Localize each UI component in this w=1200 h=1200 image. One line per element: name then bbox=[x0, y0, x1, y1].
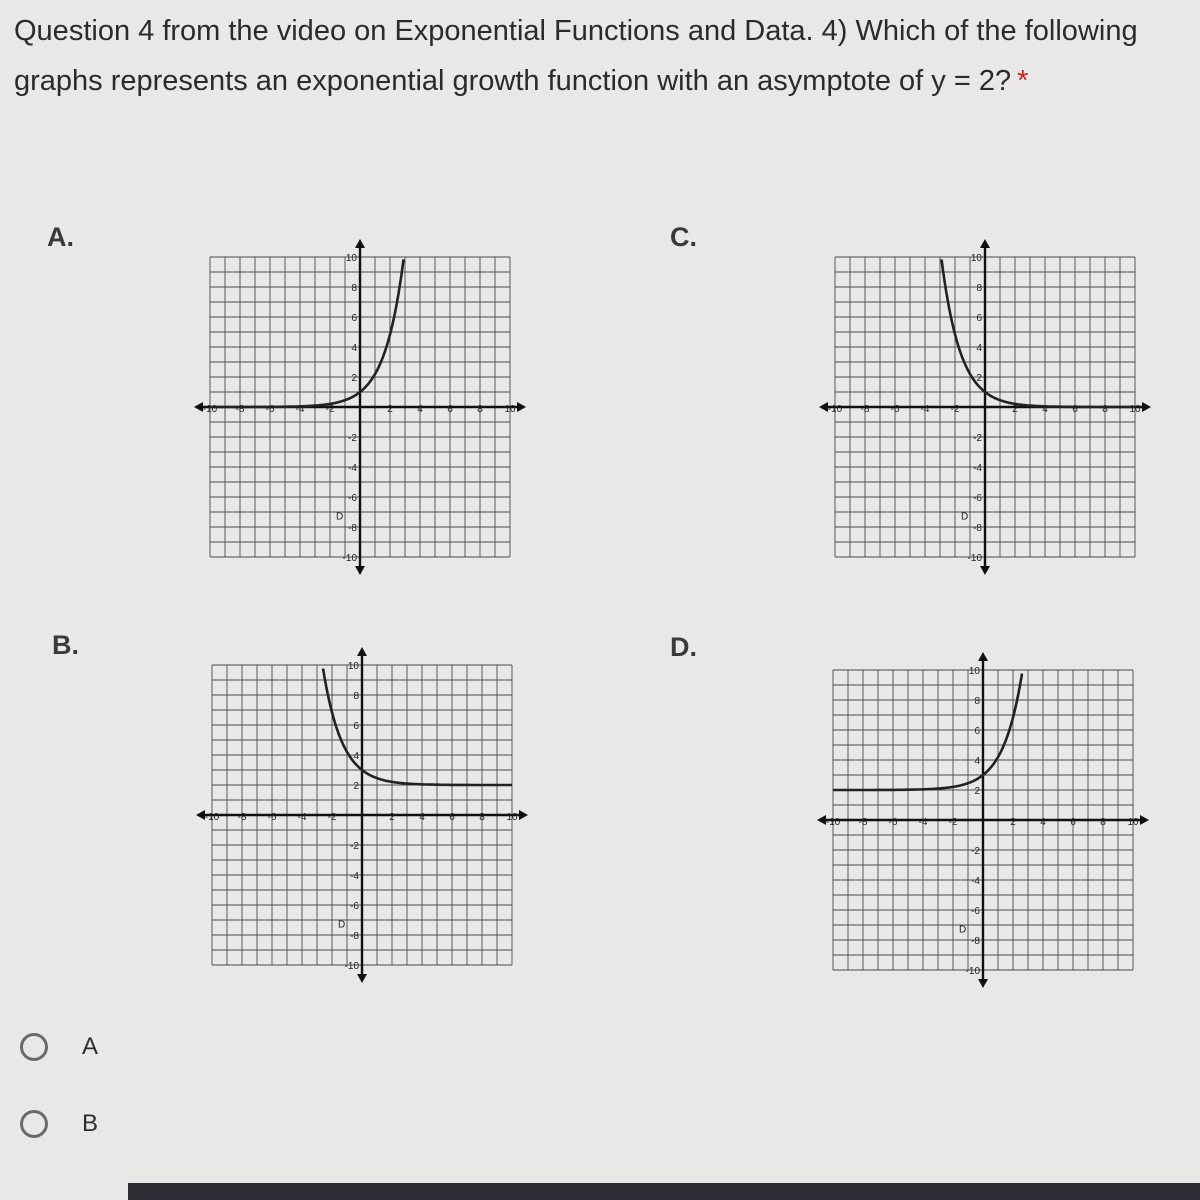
x-tick-label: -6 bbox=[265, 404, 275, 415]
x-tick-label: -2 bbox=[325, 404, 335, 415]
y-tick-label: 10 bbox=[345, 253, 357, 264]
y-tick-label: 6 bbox=[351, 313, 357, 324]
x-tick-label: 8 bbox=[479, 812, 485, 823]
x-tick-label: 4 bbox=[419, 812, 425, 823]
x-axis-arrow-left bbox=[817, 815, 826, 825]
y-tick-label: 8 bbox=[351, 283, 357, 294]
x-tick-label: 4 bbox=[1042, 404, 1048, 415]
x-axis-arrow-left bbox=[194, 402, 203, 412]
y-tick-label: -10 bbox=[967, 553, 982, 564]
y-tick-label: -10 bbox=[342, 553, 357, 564]
x-tick-label: -8 bbox=[237, 812, 247, 823]
question-text: Question 4 from the video on Exponential Functions and Data. 4) Which of the following graphs represents an exponential growth function with an asymptote of y = 2? bbox=[14, 15, 1138, 97]
option-letter-c: C. bbox=[670, 222, 697, 252]
option-letter-b: B. bbox=[52, 630, 79, 660]
corner-label: D bbox=[336, 511, 344, 523]
x-tick-label: 6 bbox=[449, 812, 455, 823]
graph-c bbox=[810, 232, 1160, 582]
x-tick-label: 8 bbox=[477, 404, 483, 415]
x-tick-label: -2 bbox=[948, 817, 958, 828]
y-tick-label: 2 bbox=[974, 786, 980, 797]
y-tick-label: 8 bbox=[976, 283, 982, 294]
y-axis-arrow-up bbox=[355, 239, 365, 248]
exponential-curve bbox=[323, 669, 512, 786]
required-marker: * bbox=[1017, 65, 1029, 97]
y-tick-label: -6 bbox=[348, 493, 357, 504]
x-tick-label: 2 bbox=[389, 812, 395, 823]
x-tick-label: 10 bbox=[506, 812, 518, 823]
y-tick-label: -8 bbox=[348, 523, 357, 534]
y-tick-label: 4 bbox=[353, 751, 359, 762]
y-tick-label: 4 bbox=[976, 343, 982, 354]
y-tick-label: -4 bbox=[971, 876, 980, 887]
question-title bbox=[14, 6, 1184, 106]
y-tick-label: 10 bbox=[968, 666, 980, 677]
x-tick-label: -8 bbox=[860, 404, 870, 415]
y-tick-label: -4 bbox=[350, 871, 359, 882]
x-axis-arrow-right bbox=[519, 810, 528, 820]
x-tick-label: 2 bbox=[1010, 817, 1016, 828]
y-tick-label: 8 bbox=[353, 691, 359, 702]
graph-a-plot bbox=[185, 232, 535, 582]
y-tick-label: 6 bbox=[976, 313, 982, 324]
y-tick-label: 8 bbox=[974, 696, 980, 707]
y-tick-label: -6 bbox=[350, 901, 359, 912]
graph-d-plot bbox=[808, 645, 1158, 995]
y-tick-label: 6 bbox=[353, 721, 359, 732]
x-axis-arrow-left bbox=[196, 810, 205, 820]
y-tick-label: -8 bbox=[350, 931, 359, 942]
x-tick-label: 6 bbox=[447, 404, 453, 415]
x-tick-label: 6 bbox=[1072, 404, 1078, 415]
exponential-curve bbox=[210, 259, 404, 407]
corner-label: D bbox=[338, 919, 346, 931]
x-tick-label: -10 bbox=[202, 404, 218, 415]
x-tick-label: -10 bbox=[204, 812, 220, 823]
y-axis-arrow-up bbox=[357, 647, 367, 656]
y-tick-label: -10 bbox=[344, 961, 359, 972]
x-tick-label: 6 bbox=[1070, 817, 1076, 828]
y-tick-label: -10 bbox=[965, 966, 980, 977]
x-tick-label: 8 bbox=[1100, 817, 1106, 828]
x-tick-label: -6 bbox=[267, 812, 277, 823]
choice-a-label: A bbox=[82, 1033, 99, 1060]
y-tick-label: -2 bbox=[973, 433, 982, 444]
exponential-curve bbox=[942, 259, 1136, 407]
graph-b-plot bbox=[187, 640, 537, 990]
x-tick-label: -10 bbox=[827, 404, 843, 415]
corner-label: D bbox=[961, 511, 969, 523]
x-axis-arrow-right bbox=[1140, 815, 1149, 825]
x-tick-label: -2 bbox=[327, 812, 337, 823]
y-tick-label: 4 bbox=[974, 756, 980, 767]
x-tick-label: -4 bbox=[920, 404, 930, 415]
x-tick-label: -6 bbox=[888, 817, 898, 828]
y-tick-label: 10 bbox=[347, 661, 359, 672]
y-tick-label: -4 bbox=[348, 463, 357, 474]
y-tick-label: -4 bbox=[973, 463, 982, 474]
choice-a[interactable] bbox=[20, 1027, 98, 1067]
y-tick-label: -2 bbox=[348, 433, 357, 444]
y-axis-arrow-down bbox=[978, 979, 988, 988]
y-tick-label: 4 bbox=[351, 343, 357, 354]
y-tick-label: -8 bbox=[973, 523, 982, 534]
x-tick-label: -8 bbox=[235, 404, 245, 415]
choice-b[interactable] bbox=[20, 1104, 98, 1144]
y-axis-arrow-down bbox=[980, 566, 990, 575]
y-tick-label: -6 bbox=[973, 493, 982, 504]
y-axis-arrow-up bbox=[978, 652, 988, 661]
x-axis-arrow-right bbox=[517, 402, 526, 412]
y-tick-label: -8 bbox=[971, 936, 980, 947]
x-tick-label: 10 bbox=[1129, 404, 1141, 415]
x-tick-label: 10 bbox=[1127, 817, 1139, 828]
y-axis-arrow-down bbox=[357, 974, 367, 983]
y-tick-label: 6 bbox=[974, 726, 980, 737]
x-tick-label: -8 bbox=[858, 817, 868, 828]
x-axis-arrow-left bbox=[819, 402, 828, 412]
y-tick-label: 2 bbox=[351, 373, 357, 384]
graph-d bbox=[808, 645, 1158, 995]
x-tick-label: -10 bbox=[825, 817, 841, 828]
y-tick-label: 2 bbox=[976, 373, 982, 384]
exponential-curve bbox=[833, 674, 1022, 791]
x-tick-label: 4 bbox=[1040, 817, 1046, 828]
x-tick-label: -6 bbox=[890, 404, 900, 415]
y-tick-label: 2 bbox=[353, 781, 359, 792]
y-tick-label: 10 bbox=[970, 253, 982, 264]
x-tick-label: 8 bbox=[1102, 404, 1108, 415]
option-letter-a: A. bbox=[47, 222, 74, 252]
x-tick-label: -4 bbox=[918, 817, 928, 828]
x-tick-label: -4 bbox=[297, 812, 307, 823]
y-tick-label: -2 bbox=[971, 846, 980, 857]
y-tick-label: -6 bbox=[971, 906, 980, 917]
option-letter-d: D. bbox=[670, 632, 697, 662]
x-tick-label: -2 bbox=[950, 404, 960, 415]
choice-b-label: B bbox=[82, 1110, 99, 1137]
y-tick-label: -2 bbox=[350, 841, 359, 852]
graph-a bbox=[185, 232, 535, 582]
radio-b[interactable] bbox=[20, 1110, 48, 1138]
y-axis-arrow-up bbox=[980, 239, 990, 248]
y-axis-arrow-down bbox=[355, 566, 365, 575]
x-tick-label: 2 bbox=[387, 404, 393, 415]
x-axis-arrow-right bbox=[1142, 402, 1151, 412]
graph-b bbox=[187, 640, 537, 990]
x-tick-label: 4 bbox=[417, 404, 423, 415]
bottom-bar bbox=[128, 1183, 1200, 1200]
x-tick-label: 10 bbox=[504, 404, 516, 415]
graph-c-plot bbox=[810, 232, 1160, 582]
x-tick-label: 2 bbox=[1012, 404, 1018, 415]
x-tick-label: -4 bbox=[295, 404, 305, 415]
radio-a[interactable] bbox=[20, 1033, 48, 1061]
corner-label: D bbox=[959, 924, 967, 936]
